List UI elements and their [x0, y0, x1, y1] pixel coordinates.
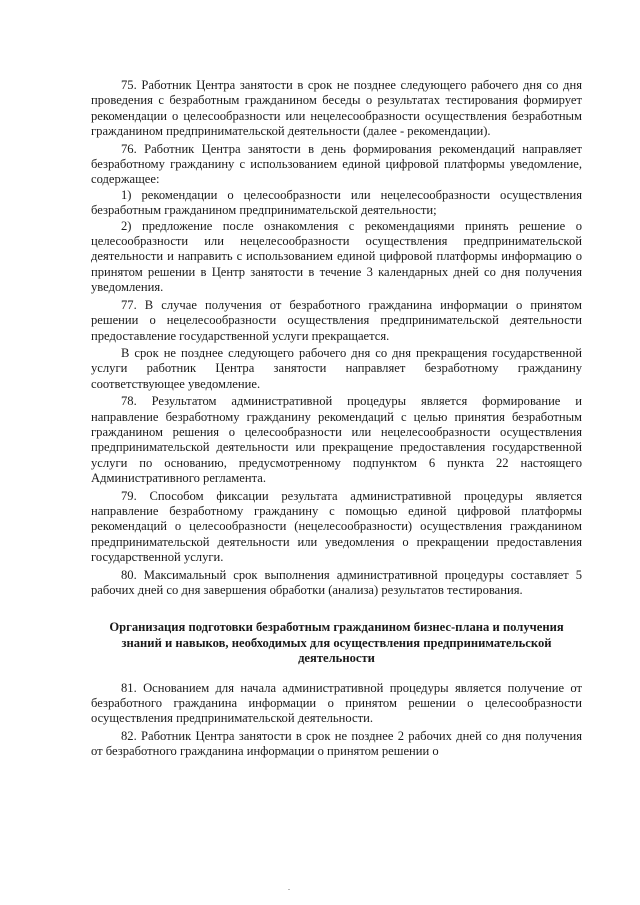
paragraph-77: 77. В случае получения от безработного гражданина информации о принятом решении о нецелесообразности осуществления предпринимательской деятельности предоставление государственной услуги прекращается. — [91, 297, 582, 343]
paragraph-81: 81. Основанием для начала административной процедуры является получение от безработного гражданина информации о принятом решении о целесообразности осуществления предпринимательской деятельности. — [91, 680, 582, 726]
section-heading: Организация подготовки безработным гражданином бизнес-плана и получения знаний и навыков, необходимых для осуществления предпринимательской деятельности — [109, 620, 564, 666]
paragraph-80: 80. Максимальный срок выполнения административной процедуры составляет 5 рабочих дней со дня завершения обработки (анализа) результатов тестирования. — [91, 567, 582, 597]
paragraph-75: 75. Работник Центра занятости в срок не позднее следующего рабочего дня со дня проведения с безработным гражданином беседы о результатах тестирования формирует рекомендации о целесообразности или нецелесообразности осуществления безработным гражданином предпринимательской деятельности (далее - рекомендации). — [91, 78, 582, 139]
paragraph-76-item-2: 2) предложение после ознакомления с рекомендациями принять решение о целесообразности или нецелесообразности осуществления предпринимательской деятельности и направить с использованием единой цифровой платформы информацию о принятом решении в Центр занятости в течение 3 календарных дней со дня получения уведомления. — [91, 218, 582, 295]
paragraph-79: 79. Способом фиксации результата административной процедуры является направление безработному гражданину с помощью единой цифровой платформы рекомендаций о целесообразности (нецелесообразности) осуществления гражданином предпринимательской деятельности или уведомления о прекращении предоставления государственной услуги. — [91, 488, 582, 565]
footer-mark: . — [288, 883, 290, 892]
paragraph-82: 82. Работник Центра занятости в срок не позднее 2 рабочих дней со дня получения от безработного гражданина информации о принятом решении о — [91, 728, 582, 759]
paragraph-76-item-1: 1) рекомендации о целесообразности или нецелесообразности осуществления безработным гражданином предпринимательской деятельности; — [91, 187, 582, 218]
paragraph-77-continued: В срок не позднее следующего рабочего дня со дня прекращения государственной услуги работник Центра занятости направляет безработному гражданину соответствующее уведомление. — [91, 345, 582, 391]
paragraph-78: 78. Результатом административной процедуры является формирование и направление безработному гражданину рекомендаций с целью принятия безработным гражданином решения о целесообразности или нецелесообразности осуществления предпринимательской деятельности или прекращение предоставления государственной услуги по основанию, предусмотренному подпунктом 6 пункта 22 настоящего Административного регламента. — [91, 394, 582, 486]
paragraph-76: 76. Работник Центра занятости в день формирования рекомендаций направляет безработному гражданину с использованием единой цифровой платформы уведомление, содержащее: — [91, 141, 582, 187]
